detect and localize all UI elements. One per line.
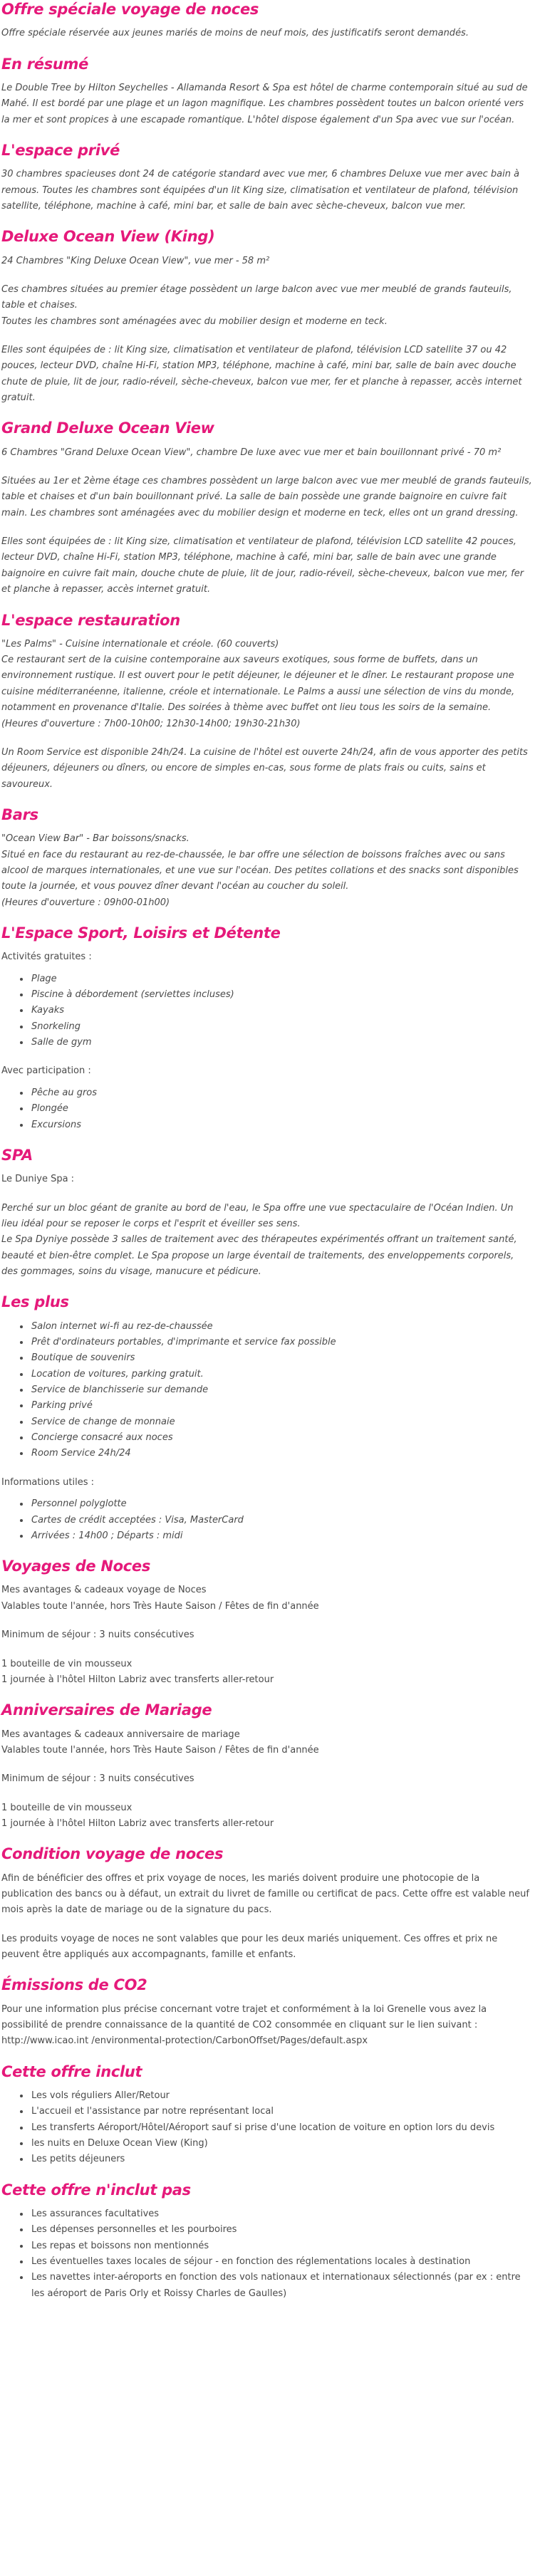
list-item: • Les petits déjeuners: [30, 2152, 533, 2167]
list-item: • Cartes de crédit acceptées : Visa, MasterCard: [30, 1513, 533, 1528]
list-item: • Prêt d'ordinateurs portables, d'imprimante et service fax possible: [30, 1335, 533, 1350]
free-activities-label: Activités gratuites :: [1, 951, 92, 963]
honeymoon-gifts: [1, 1657, 533, 1689]
deluxe-room-equipment: Elles sont équipées de : lit King size, climatisation et ventilateur de plafond, télévision LCD satellite 37 ou 42 pouces, lecteur DVD, chaîne Hi-Fi, station MP3, téléphone, machine à café, mini bar, salle de bain avec douche chute de pluie, lit de jour, radio-réveil, sèche-cheveux, balcon vue mer, fer et planche à repasser, accès internet gratuit.: [1, 344, 522, 404]
list-item: • Plongée: [30, 1101, 533, 1117]
deluxe-room-description: [1, 282, 533, 330]
extras-title: Les plus: [1, 1293, 69, 1311]
useful-info-label: Informations utiles :: [1, 1476, 94, 1488]
honeymoon-title: Voyages de Noces: [1, 1558, 151, 1575]
offer-section: [1, 0, 533, 42]
honeymoon-conditions-proof: Afin de bénéficier des offres et prix voyage de noces, les mariés doivent produire une photocopie de la publication des bancs ou à défaut, un extrait du livret de famille ou certificat de pacs. Cette offre est valable neuf mois après la date de mariage ou de la signature du pacs.: [1, 1872, 529, 1916]
deluxe-room-subtitle: 24 Chambres "King Deluxe Ocean View", vue mer - 58 m²: [1, 255, 270, 266]
sport-section: [1, 924, 533, 1133]
honeymoon-gift-day: 1 journée à l'hôtel Hilton Labriz avec transferts aller-retour: [1, 1674, 274, 1685]
bar-name: "Ocean View Bar" - Bar boissons/snacks.: [1, 833, 189, 845]
summary-title: En résumé: [1, 55, 89, 73]
restaurant-title: L'espace restauration: [1, 611, 180, 629]
private-space-text: 30 chambres spacieuses dont 24 de catégorie standard avec vue mer, 6 chambres Deluxe vue mer avec bain à remous. Toutes les chambres sont équipées d'un lit King size, climatisation et ventilateur de plafond, télévision satellite, téléphone, machine à café, mini bar, et salle de bain avec sèche-cheveux, balcon vue mer.: [1, 169, 520, 212]
offer-title: Offre spéciale voyage de noces: [1, 1, 259, 18]
honeymoon-conditions-title: Condition voyage de noces: [1, 1845, 224, 1863]
grand-deluxe-room-subtitle: 6 Chambres "Grand Deluxe Ocean View", chambre De luxe avec vue mer et bain bouillonnant privé - 70 m²: [1, 447, 502, 458]
list-item: • Parking privé: [30, 1398, 533, 1414]
included-title: Cette offre inclut: [1, 2063, 142, 2080]
private-space-title: L'espace privé: [1, 141, 120, 159]
spa-title: SPA: [1, 1146, 33, 1164]
paid-activities-list: [1, 1085, 533, 1133]
offer-text: Offre spéciale réservée aux jeunes mariés de moins de neuf mois, des justificatifs seront demandés.: [1, 28, 469, 39]
paid-activities-label: Avec participation :: [1, 1065, 91, 1077]
list-item: • Les assurances facultatives: [30, 2206, 533, 2222]
sport-title: L'Espace Sport, Loisirs et Détente: [1, 924, 281, 942]
co2-text: Pour une information plus précise concernant votre trajet et conformément à la loi Grenelle vous avez la possibilité de prendre connaissance de la quantité de CO2 consommée en cliquant sur le lien suivant : http://www.icao.int /environmental-protection/CarbonOffset/Pages/default.aspx: [1, 2003, 487, 2047]
anniversary-benefits-heading: Mes avantages & cadeaux anniversaire de mariage: [1, 1728, 240, 1740]
co2-section: [1, 1976, 533, 2049]
list-item: • Excursions: [30, 1117, 533, 1133]
list-item: • Service de blanchisserie sur demande: [30, 1382, 533, 1398]
summary-section: [1, 55, 533, 128]
list-item: • Les vols réguliers Aller/Retour: [30, 2088, 533, 2104]
spa-treatments-text: Le Spa Dyniye possède 3 salles de traitement avec des thérapeutes expérimentés offrant un traitement santé, beauté et bien-être complet. Le Spa propose un large éventail de traitements, des enveloppements corporels, des gommages, soins du visage, manucure et pédicure.: [1, 1234, 517, 1277]
grand-deluxe-room-section: [1, 419, 533, 598]
anniversary-gift-day: 1 journée à l'hôtel Hilton Labriz avec transferts aller-retour: [1, 1818, 274, 1829]
restaurant-hours: (Heures d'ouverture : 7h00-10h00; 12h30-14h00; 19h30-21h30): [1, 718, 301, 729]
spa-label: Le Duniye Spa :: [1, 1174, 75, 1185]
summary-text: Le Double Tree by Hilton Seychelles - Allamanda Resort & Spa est hôtel de charme contemporain situé au sud de Mahé. Il est bordé par une plage et un lagon magnifique. Les chambres possèdent toutes un balcon orienté vers la mer et sont propices à une escapade romantique. L'hôtel dispose également d'un Spa avec vue sur l'océan.: [1, 82, 528, 125]
honeymoon-section: [1, 1557, 533, 1688]
bar-text: Situé en face du restaurant au rez-de-chaussée, le bar offre une sélection de boissons fraîches avec ou sans alcool de marques internationales, et une vue sur l'océan. Des petites collations et des snacks sont disponibles toute la journée, et vous pouvez dîner devant l'océan au coucher du soleil.: [1, 849, 519, 892]
list-item: • Arrivées : 14h00 ; Départs : midi: [30, 1528, 533, 1544]
anniversary-gifts: [1, 1800, 533, 1832]
list-item: • Les repas et boissons non mentionnés: [30, 2238, 533, 2254]
spa-intro-text: Perché sur un bloc géant de granite au bord de l'eau, le Spa offre une vue spectaculaire de l'Océan Indien. Un lieu idéal pour se reposer le corps et l'esprit et éveiller ses sens.: [1, 1202, 514, 1229]
anniversary-title: Anniversaires de Mariage: [1, 1701, 212, 1719]
honeymoon-conditions-scope: Les produits voyage de noces ne sont valables que pour les deux mariés uniquement. Ces offres et prix ne peuvent être appliqués aux accompagnants, famille et enfants.: [1, 1933, 498, 1960]
grand-deluxe-room-equipment: Elles sont équipées de : lit King size, climatisation et ventilateur de plafond, télévision LCD satellite 42 pouces, lecteur DVD, chaîne Hi-Fi, station MP3, téléphone, machine à café, mini bar, salle de bain avec une grande baignoire en cuivre fait main, douche chute de pluie, lit de jour, radio-réveil, sèche-cheveux, balcon vue mer, fer et planche à repasser, accès internet gratuit.: [1, 536, 524, 595]
included-section: [1, 2063, 533, 2168]
list-item: • Les navettes inter-aéroports en fonction des vols nationaux et internationaux sélectionnés (par ex : entre les aéroport de Paris Orly et Roissy Charles de Gaulles): [30, 2270, 533, 2302]
list-item: • Kayaks: [30, 1003, 533, 1018]
spa-description: [1, 1201, 533, 1281]
co2-title: Émissions de CO2: [1, 1976, 147, 1994]
bars-description: [1, 831, 533, 911]
extras-list: [1, 1319, 533, 1462]
bar-hours: (Heures d'ouverture : 09h00-01h00): [1, 897, 170, 908]
grand-deluxe-room-title: Grand Deluxe Ocean View: [1, 419, 214, 437]
not-included-section: [1, 2181, 533, 2302]
list-item: • Les dépenses personnelles et les pourboires: [30, 2222, 533, 2238]
not-included-list: [1, 2206, 533, 2302]
honeymoon-gift-wine: 1 bouteille de vin mousseux: [1, 1658, 133, 1669]
anniversary-benefits: [1, 1727, 533, 1759]
list-item: • Snorkeling: [30, 1019, 533, 1035]
list-item: • Service de change de monnaie: [30, 1414, 533, 1430]
list-item: • Salle de gym: [30, 1035, 533, 1050]
list-item: • Pêche au gros: [30, 1085, 533, 1101]
deluxe-room-section: [1, 227, 533, 406]
deluxe-room-balcony-text: Ces chambres situées au premier étage possèdent un large balcon avec vue mer meublé de grands fauteuils, table et chaises.: [1, 283, 512, 311]
included-list: [1, 2088, 533, 2168]
anniversary-section: [1, 1701, 533, 1832]
room-service-text: Un Room Service est disponible 24h/24. La cuisine de l'hôtel est ouverte 24h/24, afin de vous apporter des petits déjeuners, déjeuners ou dîners, ou encore de simples en-cas, sous forme de plats frais ou cuits, sains et savoureux.: [1, 746, 528, 790]
deluxe-room-furniture-text: Toutes les chambres sont aménagées avec du mobilier design et moderne en teck.: [1, 316, 388, 327]
restaurant-section: [1, 611, 533, 793]
not-included-title: Cette offre n'inclut pas: [1, 2181, 191, 2199]
useful-info-list: [1, 1496, 533, 1544]
spa-section: [1, 1146, 533, 1280]
restaurant-description: [1, 637, 533, 732]
honeymoon-benefits-heading: Mes avantages & cadeaux voyage de Noces: [1, 1585, 207, 1596]
deluxe-room-title: Deluxe Ocean View (King): [1, 228, 215, 246]
anniversary-gift-wine: 1 bouteille de vin mousseux: [1, 1802, 133, 1813]
list-item: • Salon internet wi-fi au rez-de-chaussée: [30, 1319, 533, 1335]
bars-section: [1, 805, 533, 911]
list-item: • Les éventuelles taxes locales de séjour - en fonction des réglementations locales à destination: [30, 2254, 533, 2270]
list-item: • Plage: [30, 971, 533, 987]
honeymoon-benefits: [1, 1582, 533, 1615]
list-item: • Piscine à débordement (serviettes incluses): [30, 987, 533, 1003]
list-item: • les nuits en Deluxe Ocean View (King): [30, 2136, 533, 2152]
list-item: • Location de voitures, parking gratuit.: [30, 1367, 533, 1382]
grand-deluxe-room-description: Situées au 1er et 2ème étage ces chambres possèdent un large balcon avec vue mer meublé de grands fauteuils, table et chaises et d'un bain bouillonnant privé. La salle de bain possède une grande baignoire en cuivre fait main. Les chambres sont aménagées avec du mobilier design et moderne en teck, elles ont un grand dressing.: [1, 476, 532, 518]
restaurant-text: Ce restaurant sert de la cuisine contemporaine aux saveurs exotiques, sous forme de buffets, dans un environnement rustique. Il est ouvert pour le petit déjeuner, le déjeuner et le dîner. Le restaurant propose une cuisine méditerranéenne, italienne, créole et internationale. Le Palms a aussi une sélection de vins du monde, notamment en provenance d'Italie. Des soirées à thème avec buffet ont lieu tous les soirs de la semaine.: [1, 655, 515, 714]
anniversary-minimum-stay: Minimum de séjour : 3 nuits consécutives: [1, 1773, 194, 1785]
list-item: • Room Service 24h/24: [30, 1446, 533, 1461]
free-activities-list: [1, 971, 533, 1051]
honeymoon-minimum-stay: Minimum de séjour : 3 nuits consécutives: [1, 1629, 194, 1641]
list-item: • Les transferts Aéroport/Hôtel/Aéroport sauf si prise d'une location de voiture en option lors du devis: [30, 2120, 533, 2136]
extras-section: [1, 1293, 533, 1544]
private-space-section: [1, 141, 533, 214]
honeymoon-conditions-section: [1, 1845, 533, 1963]
list-item: • Concierge consacré aux noces: [30, 1430, 533, 1446]
bars-title: Bars: [1, 806, 38, 823]
list-item: • L'accueil et l'assistance par notre représentant local: [30, 2104, 533, 2119]
honeymoon-validity: Valables toute l'année, hors Très Haute Saison / Fêtes de fin d'année: [1, 1600, 319, 1612]
anniversary-validity: Valables toute l'année, hors Très Haute Saison / Fêtes de fin d'année: [1, 1744, 319, 1756]
list-item: • Boutique de souvenirs: [30, 1350, 533, 1366]
list-item: • Personnel polyglotte: [30, 1496, 533, 1512]
restaurant-name: "Les Palms" - Cuisine internationale et créole. (60 couverts): [1, 638, 279, 650]
